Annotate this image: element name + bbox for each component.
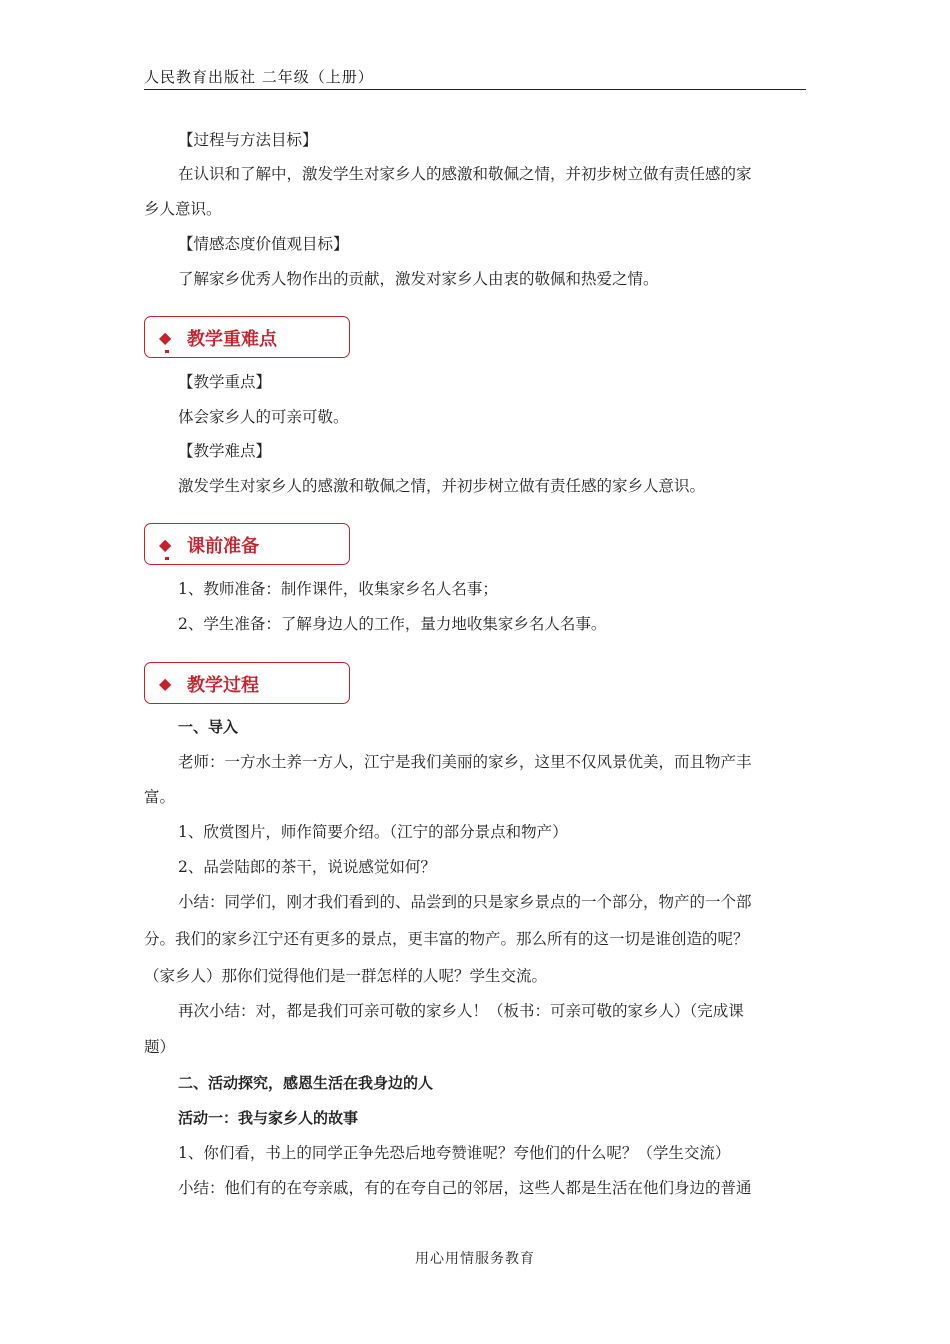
list-item: 2、学生准备：了解身边人的工作，量力地收集家乡名人名事。 <box>178 615 607 633</box>
bullet-stem <box>165 557 169 560</box>
diamond-bullet-icon: ◆ <box>159 328 172 347</box>
paragraph-line: 小结：同学们，刚才我们看到的、品尝到的只是家乡景点的一个部分，物产的一个部 <box>178 893 752 911</box>
paragraph-line: 乡人意识。 <box>144 200 222 218</box>
paragraph-line: 老师：一方水土养一方人，江宁是我们美丽的家乡，这里不仅风景优美，而且物产丰 <box>178 753 752 771</box>
list-item: 1、教师准备：制作课件，收集家乡名人名事； <box>178 580 498 598</box>
subheading-key-point: 【教学重点】 <box>178 373 272 391</box>
diamond-bullet-icon: ◆ <box>159 674 172 693</box>
paragraph-line: 体会家乡人的可亲可敬。 <box>178 408 349 426</box>
paragraph-line: 分。我们的家乡江宁还有更多的景点，更丰富的物产。那么所有的这一切是谁创造的呢？ <box>144 930 749 948</box>
section-title: 教学重难点 <box>187 329 277 350</box>
list-item: 1、你们看，书上的同学正争先恐后地夸赞谁呢？夸他们的什么呢？（学生交流） <box>178 1144 731 1162</box>
section-title: 课前准备 <box>187 536 259 557</box>
subheading-intro: 一、导入 <box>178 718 239 736</box>
subheading-difficulty: 【教学难点】 <box>178 442 272 460</box>
section-title: 教学过程 <box>187 675 259 696</box>
subheading-process-method: 【过程与方法目标】 <box>178 131 318 149</box>
header-divider <box>144 89 806 90</box>
list-item: 1、欣赏图片，师作简要介绍。（江宁的部分景点和物产） <box>178 823 568 841</box>
bullet-stem <box>165 350 169 353</box>
page-header: 人民教育出版社 二年级（上册） <box>144 68 374 86</box>
paragraph-line: （家乡人）那你们觉得他们是一群怎样的人呢？学生交流。 <box>144 967 548 985</box>
paragraph-line: 小结：他们有的在夸亲戚，有的在夸自己的邻居，这些人都是生活在他们身边的普通 <box>178 1179 752 1197</box>
paragraph-line: 题） <box>144 1038 176 1056</box>
list-item: 2、品尝陆郎的茶干，说说感觉如何？ <box>178 858 436 876</box>
diamond-bullet-icon: ◆ <box>159 535 172 554</box>
subheading-activity-explore: 二、活动探究，感恩生活在我身边的人 <box>178 1074 434 1092</box>
paragraph-line: 在认识和了解中，激发学生对家乡人的感激和敬佩之情，并初步树立做有责任感的家 <box>178 165 752 183</box>
paragraph-line: 再次小结：对，都是我们可亲可敬的家乡人！（板书：可亲可敬的家乡人）（完成课 <box>178 1002 744 1020</box>
subheading-emotion-values: 【情感态度价值观目标】 <box>178 235 349 253</box>
section-preparation <box>144 523 350 565</box>
paragraph-line: 激发学生对家乡人的感激和敬佩之情，并初步树立做有责任感的家乡人意识。 <box>178 477 706 495</box>
page-footer: 用心用情服务教育 <box>415 1251 535 1267</box>
paragraph-line: 了解家乡优秀人物作出的贡献，激发对家乡人由衷的敬佩和热爱之情。 <box>178 270 659 288</box>
section-process <box>144 662 350 704</box>
section-key-points <box>144 316 350 358</box>
paragraph-line: 富。 <box>144 788 176 806</box>
subheading-activity-one: 活动一：我与家乡人的故事 <box>178 1109 359 1127</box>
